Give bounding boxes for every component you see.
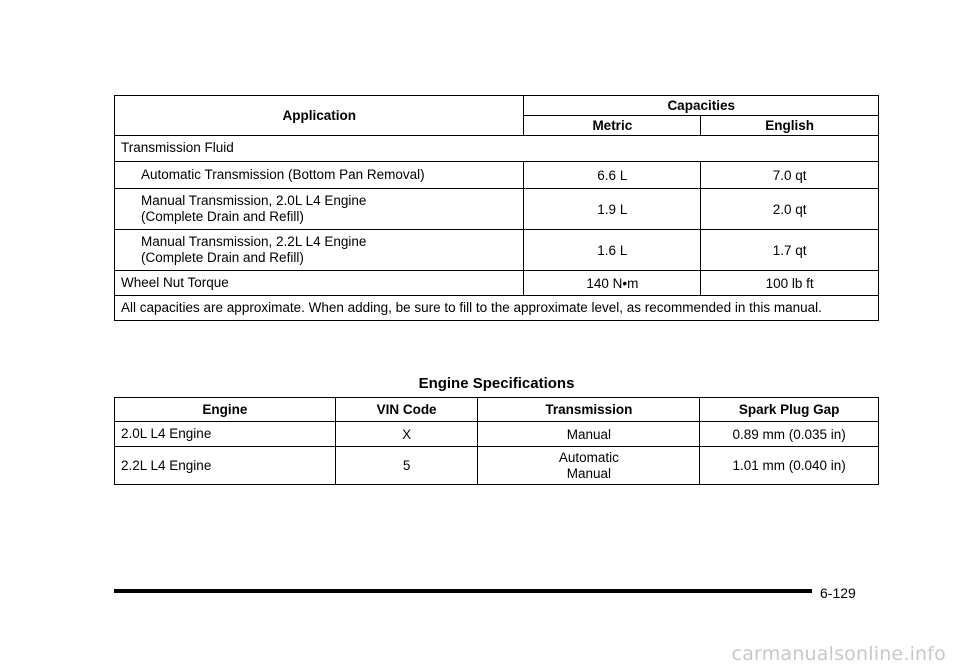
- table-row: [115, 162, 879, 189]
- header-application: Application: [115, 96, 524, 136]
- row-application: Manual Transmission, 2.0L L4 Engine (Complete Drain and Refill): [115, 189, 524, 230]
- capacities-table: [114, 95, 879, 321]
- header-metric: Metric: [524, 116, 701, 136]
- row-english: 2.0 qt: [701, 189, 879, 230]
- table-row: [115, 189, 879, 230]
- header-capacities: Capacities: [524, 96, 879, 116]
- engine-header-row: [115, 398, 879, 422]
- footer-rule: [114, 589, 812, 593]
- capacities-note: All capacities are approximate. When adding, be sure to fill to the approximate level, as recommended in this manual.: [115, 296, 879, 321]
- page-number: 6-129: [820, 585, 856, 601]
- header-vin-code: VIN Code: [335, 398, 478, 422]
- header-english: English: [701, 116, 879, 136]
- engine-name: 2.2L L4 Engine: [115, 447, 336, 485]
- vin-code: 5: [335, 447, 478, 485]
- watermark: carmanualsonline.info: [731, 643, 946, 665]
- row-english: 7.0 qt: [701, 162, 879, 189]
- row-application: Manual Transmission, 2.2L L4 Engine (Complete Drain and Refill): [115, 230, 524, 271]
- vin-code: X: [335, 422, 478, 447]
- row-metric: 1.9 L: [524, 189, 701, 230]
- torque-english: 100 lb ft: [701, 271, 879, 296]
- header-transmission: Transmission: [478, 398, 700, 422]
- header-engine: Engine: [115, 398, 336, 422]
- transmission-type: Manual: [478, 422, 700, 447]
- spark-plug-gap: 1.01 mm (0.040 in): [700, 447, 879, 485]
- torque-row: [115, 271, 879, 296]
- capacities-header-row: [115, 96, 879, 116]
- engine-specs-title: Engine Specifications: [418, 375, 575, 392]
- row-english: 1.7 qt: [701, 230, 879, 271]
- row-application: Automatic Transmission (Bottom Pan Removal): [115, 162, 524, 189]
- table-row: [115, 230, 879, 271]
- row-metric: 1.6 L: [524, 230, 701, 271]
- transmission-type: Automatic Manual: [478, 447, 700, 485]
- engine-name: 2.0L L4 Engine: [115, 422, 336, 447]
- table-row: [115, 422, 879, 447]
- note-row: [115, 296, 879, 321]
- torque-metric: 140 N•m: [524, 271, 701, 296]
- torque-application: Wheel Nut Torque: [115, 271, 524, 296]
- section-label: Transmission Fluid: [115, 136, 879, 162]
- row-metric: 6.6 L: [524, 162, 701, 189]
- section-row: [115, 136, 879, 162]
- table-row: [115, 447, 879, 485]
- header-spark-plug-gap: Spark Plug Gap: [700, 398, 879, 422]
- spark-plug-gap: 0.89 mm (0.035 in): [700, 422, 879, 447]
- engine-specs-table: [114, 397, 879, 485]
